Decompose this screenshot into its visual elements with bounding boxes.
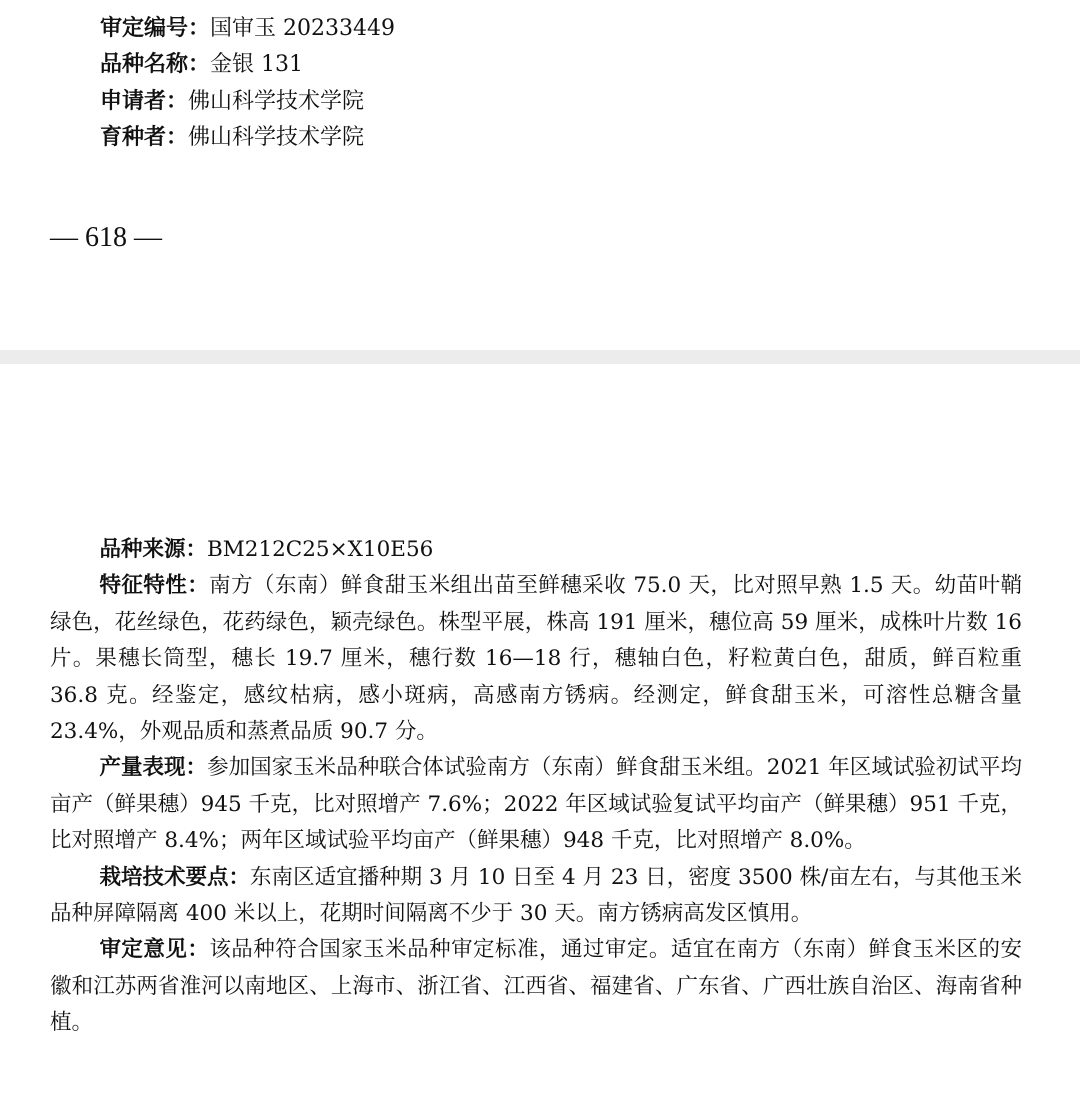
opinion-label: 审定意见：	[99, 937, 210, 963]
opinion-value: 该品种符合国家玉米品种审定标准，通过审定。适宜在南方（东南）鲜食玉米区的安徽和江苏两省淮河以南地区、上海市、浙江省、江西省、福建省、广东省、广西壮族自治区、海南省种植。	[50, 937, 1022, 1036]
lower-page	[0, 364, 1080, 1100]
opinion-paragraph	[50, 932, 1022, 1041]
variety-name-line	[100, 47, 303, 83]
yield-paragraph	[50, 750, 1022, 859]
variety-source-paragraph	[50, 532, 1022, 568]
approval-number-line	[100, 11, 395, 47]
breeder-label: 育种者：	[100, 125, 189, 150]
applicant-line	[100, 84, 364, 120]
breeder-value: 佛山科学技术学院	[188, 125, 365, 150]
variety-description	[50, 532, 1022, 1042]
characteristics-value: 南方（东南）鲜食甜玉米组出苗至鲜穗采收 75.0 天，比对照早熟 1.5 天。幼苗叶鞘绿色，花丝绿色，花药绿色，颖壳绿色。株型平展，株高 191 厘米，穗位高 59 厘米，成株叶片数 16 片。果穗长筒型，穗长 19.7 厘米，穗行数 16—18 行，穗轴白色，籽粒黄白色，甜质，鲜百粒重 36.8 克。经鉴定，感纹枯病，感小斑病，高感南方锈病。经测定，鲜食甜玉米，可溶性总糖含量 23.4%，外观品质和蒸煮品质 90.7 分。	[50, 573, 1022, 745]
applicant-label: 申请者：	[100, 89, 189, 114]
yield-label: 产量表现：	[99, 755, 208, 781]
applicant-value: 佛山科学技术学院	[188, 89, 365, 114]
cultivation-value: 东南区适宜播种期 3 月 10 日至 4 月 23 日，密度 3500 株/亩左右，与其他玉米品种屏障隔离 400 米以上，花期时间隔离不少于 30 天。南方锈病高发区慎用。	[50, 864, 1022, 927]
cultivation-paragraph	[50, 860, 1022, 933]
characteristics-paragraph	[50, 568, 1022, 750]
variety-source-label: 品种来源：	[99, 537, 207, 562]
yield-value: 参加国家玉米品种联合体试验南方（东南）鲜食甜玉米组。2021 年区域试验初试平均亩产（鲜果穗）945 千克，比对照增产 7.6%；2022 年区域试验复试平均亩产（鲜果穗）951 千克，比对照增产 8.4%；两年区域试验平均亩产（鲜果穗）948 千克，比对照增产 8.0%。	[50, 755, 1022, 854]
approval-number-value: 国审玉 20233449	[210, 16, 395, 41]
upper-page	[0, 0, 1080, 350]
variety-source-value: BM212C25×X10E56	[206, 537, 434, 562]
variety-name-value: 金银 131	[210, 52, 304, 77]
variety-name-label: 品种名称：	[100, 52, 211, 77]
cultivation-label: 栽培技术要点：	[99, 864, 251, 890]
breeder-line	[100, 120, 364, 156]
characteristics-label: 特征特性：	[99, 573, 210, 599]
approval-number-label: 审定编号：	[100, 16, 211, 41]
page-separator	[0, 350, 1080, 364]
page-number: — 618 —	[50, 222, 162, 253]
